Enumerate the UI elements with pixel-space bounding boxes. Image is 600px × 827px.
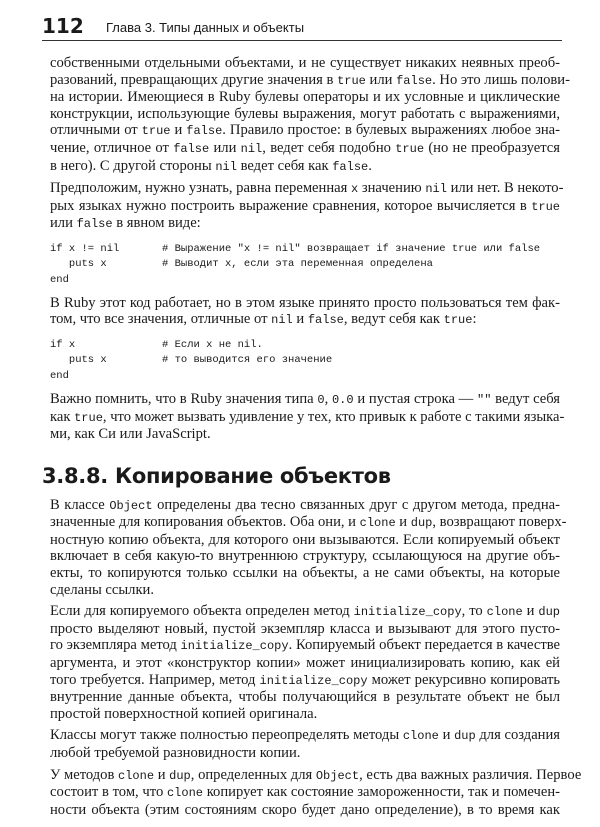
text-run: значению (358, 180, 426, 197)
text-run: . (368, 157, 372, 174)
text-run: простой поверхностной копией оригинала. (50, 705, 318, 722)
inline-code: true (531, 199, 560, 214)
text-run: аргумента, и этот «конструктор копии» может инициализировать копию, как ей (50, 655, 560, 672)
text-run: , что может вызвать удивление у тех, кто привык к работе с такими языка- (102, 408, 565, 425)
text-run: , ведут себя как (343, 311, 444, 328)
text-run: ми, как Си или JavaScript. (50, 426, 211, 443)
text-run: том, что все значения, отличные от (50, 311, 272, 328)
text-run: , то (461, 603, 487, 620)
running-header (42, 14, 562, 41)
text-line (50, 158, 560, 176)
text-run: и (438, 727, 455, 744)
text-line (50, 766, 582, 785)
text-run: как (50, 408, 75, 425)
text-run: включает в себя какую-то внутреннюю структуру, ссылающуюся на другие объ- (50, 548, 560, 565)
text-line (50, 532, 560, 549)
text-run: чение, отличное от (50, 139, 174, 156)
text-run: любой требуемой разновидности копии. (50, 745, 301, 761)
inline-code: 0.0 (331, 392, 354, 407)
inline-code: true (74, 410, 103, 425)
inline-code: false (396, 73, 433, 88)
text-run: в явном виде: (112, 215, 201, 232)
text-run: , определенных для (190, 766, 316, 783)
text-run: или (50, 215, 77, 232)
paragraph (50, 603, 560, 722)
text-line (50, 802, 560, 819)
text-run: копирует как состояние замороженности, так и помечен- (202, 784, 560, 801)
inline-code: nil (271, 313, 293, 328)
text-run: : (472, 311, 477, 328)
text-run: ности объекта (этим состояниям скоро будет дано определение), в то время как (50, 801, 560, 818)
text-run: или (365, 71, 397, 88)
inline-code: dup (169, 768, 191, 783)
inline-code: Object (109, 498, 153, 513)
text-run: внутренние данные объекта, чтобы получающийся в результате объект не был (50, 689, 560, 706)
code-line (50, 338, 560, 353)
page-body (42, 55, 582, 823)
text-run: (но не преобразуется (424, 139, 560, 156)
inline-code: false (307, 313, 344, 328)
inline-code: true (443, 313, 473, 328)
text-line (50, 180, 564, 198)
code-line (50, 369, 560, 384)
code-line (50, 353, 560, 368)
text-run: для создания (475, 727, 560, 744)
text-run: разований, превращающих другие значения в (50, 71, 338, 88)
text-run: и (292, 311, 308, 328)
text-run: . Копируемый объект передается в качестве (288, 637, 560, 654)
text-run: собственными отдельными объектами, и не существует никаких неявных преоб- (50, 55, 560, 71)
text-run: рых языках нужно построить выражение сравнения, которое вычисляется в (50, 197, 532, 214)
inline-code: Object (315, 768, 360, 783)
text-line (50, 706, 560, 723)
inline-code: initialize_copy (180, 639, 289, 654)
text-run: и (154, 766, 170, 783)
text-line (50, 603, 560, 621)
text-run: того требуется. Например, метод (50, 671, 260, 688)
text-line (50, 565, 560, 582)
inline-code: dup (538, 605, 560, 620)
text-run: в него). С другой стороны (50, 157, 216, 174)
text-run: . Но это лишь полови- (432, 71, 570, 88)
inline-code: false (332, 159, 369, 174)
text-run: Предположим, нужно узнать, равна переменная (50, 180, 351, 197)
text-line (50, 655, 560, 672)
text-run: В Ruby этот код работает, но в этом языке принято просто пользоваться тем фак- (50, 294, 560, 311)
text-run: значенные для копирования объектов. Оба они, и (50, 514, 360, 531)
text-run: екты, то копируются только ссылки на объекты, а не сами объекты, на которые (50, 565, 560, 582)
text-run: отличными от (50, 122, 142, 139)
inline-code: clone (166, 786, 203, 801)
code-statement: if x (50, 339, 76, 352)
text-line (50, 784, 560, 802)
paragraph (50, 55, 570, 175)
inline-code: "" (477, 392, 492, 407)
text-line (50, 311, 560, 329)
text-run: просто выделяют новый, пустой экземпляр класса и вызывают для этого пусто- (50, 620, 560, 637)
inline-code: clone (486, 605, 523, 620)
text-line (50, 672, 560, 690)
text-line (50, 637, 560, 655)
text-line (50, 582, 560, 599)
text-line (50, 689, 560, 706)
code-comment: # Выражение "x != nil" возвращает if значение true или false (162, 242, 541, 255)
text-run: , (324, 390, 332, 407)
paragraph (50, 766, 582, 819)
text-run: определены два тесно связанных друг с другом метода, предна- (152, 496, 561, 513)
inline-code: 0 (317, 392, 325, 407)
code-comment: # Выводит x, если эта переменная определена (162, 258, 433, 271)
text-line (50, 426, 560, 443)
text-line (50, 198, 560, 216)
inline-code: clone (118, 768, 155, 783)
text-line (50, 727, 560, 745)
text-line (50, 55, 560, 72)
code-comment: # то выводится его значение (162, 354, 333, 367)
inline-code: initialize_copy (353, 605, 462, 620)
text-run: ведут себя (491, 390, 560, 407)
text-run: сделаны ссылки. (50, 581, 154, 598)
text-run: Если для копируемого объекта определен метод (50, 603, 354, 620)
inline-code: dup (454, 729, 476, 744)
paragraph (50, 295, 560, 329)
code-statement: end (50, 369, 69, 382)
code-comment: # Если x не nil. (162, 339, 263, 352)
text-run: или (209, 139, 241, 156)
code-line (50, 273, 560, 288)
text-run: и (170, 122, 187, 139)
chapter-title: Глава 3. Типы данных и объекты (106, 20, 305, 35)
paragraph (50, 180, 564, 233)
paragraph (50, 727, 560, 761)
text-line (50, 140, 560, 158)
code-block (50, 338, 560, 384)
text-line (50, 497, 560, 515)
text-line (50, 71, 570, 90)
inline-code: dup (410, 516, 433, 531)
inline-code: true (337, 73, 366, 88)
text-run: конструкции, использующие булевы выражения, могут работать с выражениями, (50, 105, 560, 122)
page-number: 112 (42, 14, 84, 38)
section-heading: 3.8.8. Копирование объектов (42, 463, 391, 488)
text-run: В классе (50, 496, 110, 513)
text-run: го экземпляра метод (50, 637, 181, 654)
inline-code: clone (359, 516, 396, 531)
inline-code: nil (215, 159, 237, 174)
text-run: , ведет себя подобно (262, 139, 396, 156)
inline-code: nil (240, 141, 263, 156)
code-statement: puts x (50, 354, 107, 367)
code-statement: puts x (50, 258, 107, 271)
text-line (50, 122, 560, 140)
text-run: или нет. В некото- (446, 180, 564, 197)
text-run: ностную копию объекта, для которого они вызываются. Если копируемый объект (50, 531, 560, 548)
text-line (50, 89, 560, 106)
code-line (50, 242, 560, 257)
inline-code: false (173, 141, 210, 156)
text-run: и пустая строка — (353, 390, 478, 407)
text-run: У методов (50, 766, 119, 783)
code-line (50, 257, 560, 272)
inline-code: false (186, 124, 223, 139)
text-run: на истории. Имеющиеся в Ruby булевы операторы и их условные и циклические (50, 89, 560, 106)
text-run: , есть два важных различия. Первое (359, 766, 582, 783)
text-line (50, 408, 565, 427)
code-block (50, 242, 560, 288)
text-run: состоит в том, что (50, 784, 167, 801)
inline-code: nil (425, 182, 447, 197)
inline-code: clone (402, 729, 439, 744)
inline-code: x (351, 182, 359, 197)
text-line (50, 391, 560, 409)
inline-code: false (76, 217, 113, 232)
inline-code: true (141, 124, 171, 139)
inline-code: true (395, 141, 425, 156)
paragraph (50, 496, 567, 599)
text-line (50, 548, 560, 565)
text-line (50, 295, 560, 312)
text-run: может рекурсивно копировать (367, 671, 560, 688)
inline-code: initialize_copy (259, 673, 368, 688)
text-run: . Правило простое: в булевых выражениях любое зна- (222, 122, 561, 139)
text-run: и (395, 514, 411, 531)
text-run: Классы могут также полностью переопределять методы (50, 727, 403, 744)
text-line (50, 514, 567, 532)
text-line (50, 745, 560, 762)
code-statement: end (50, 273, 69, 286)
code-statement: if x != nil (50, 242, 120, 255)
text-line (50, 621, 560, 638)
text-run: Важно помнить, что в Ruby значения типа (50, 390, 318, 407)
text-line (50, 106, 560, 123)
text-run: ведет себя как (236, 157, 333, 174)
text-line (50, 215, 560, 233)
paragraph (50, 390, 565, 443)
text-run: и (522, 603, 539, 620)
text-run: , возвращают поверх- (432, 514, 567, 531)
